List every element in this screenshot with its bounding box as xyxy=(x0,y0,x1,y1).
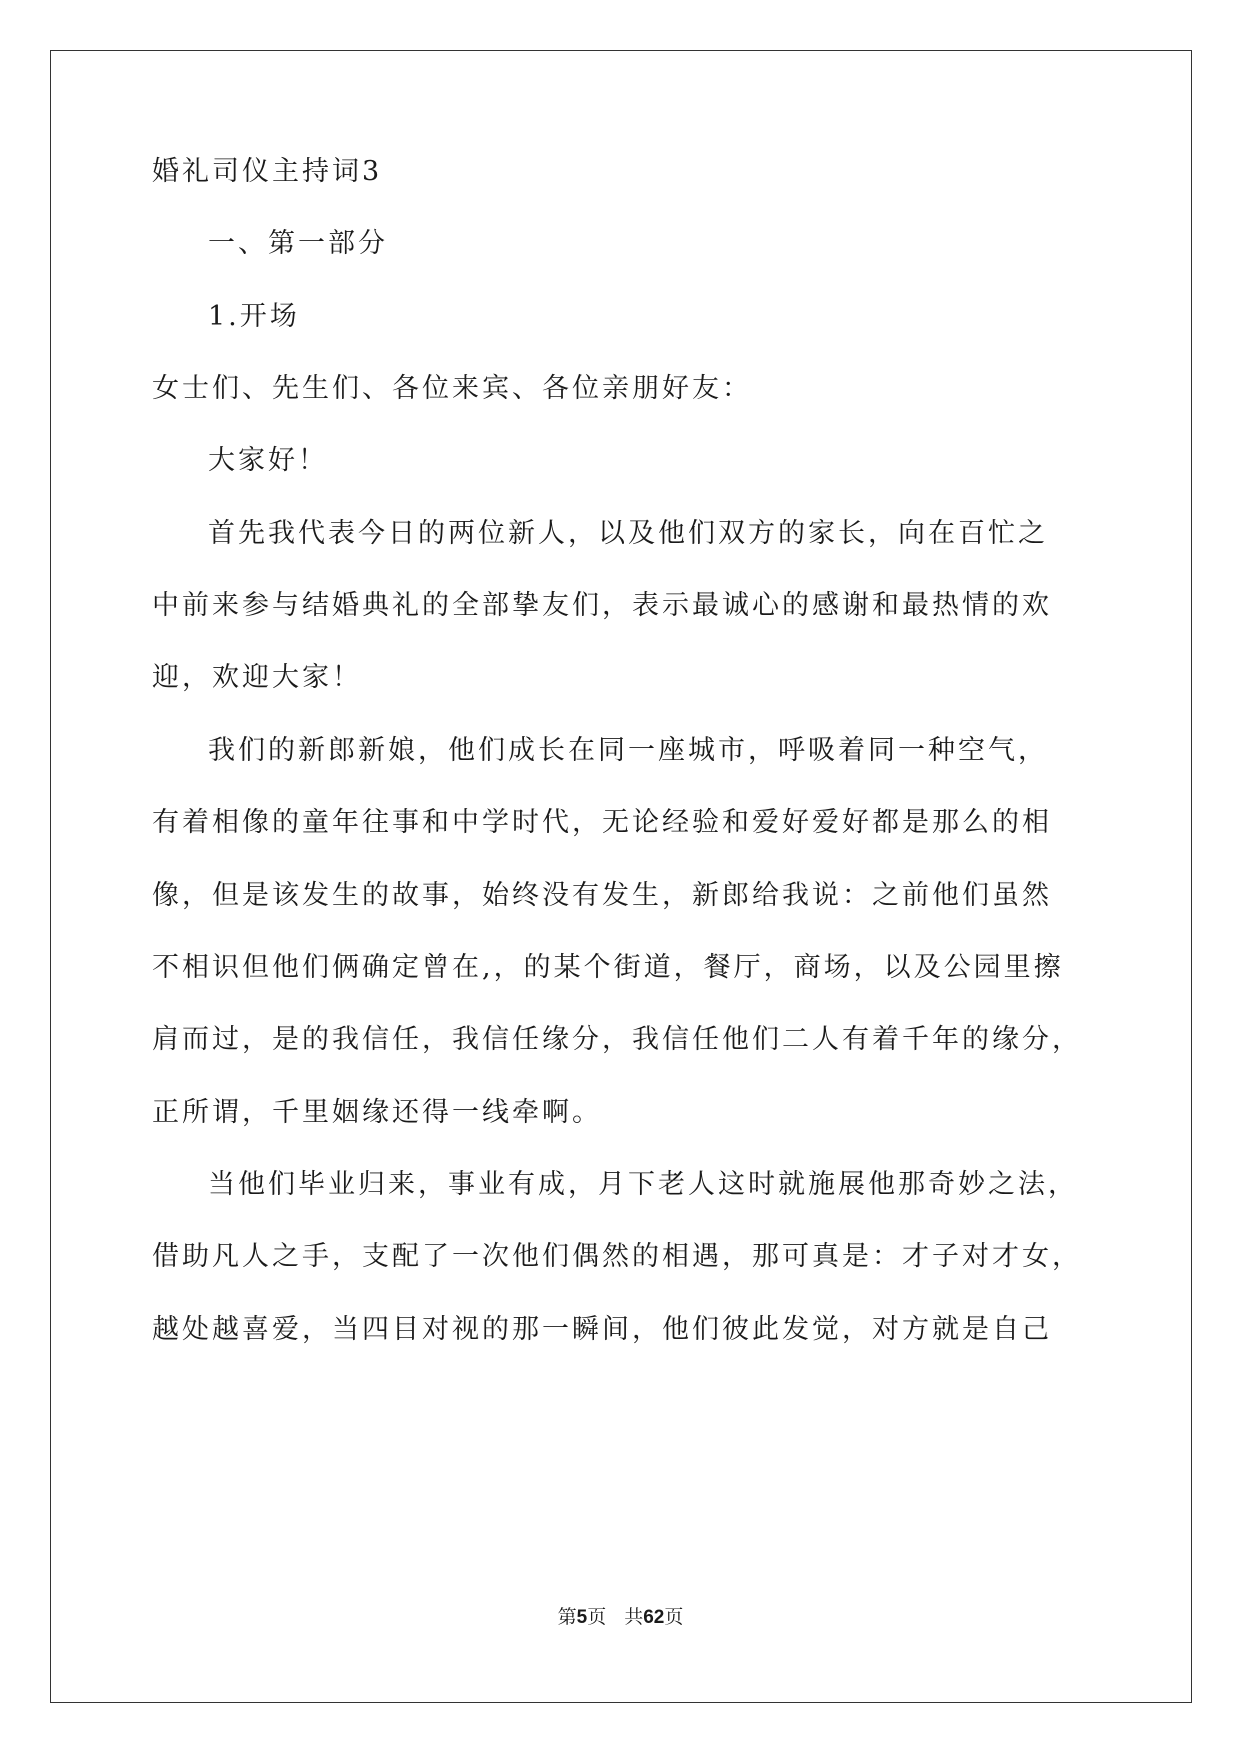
paragraph-line: 大家好！ xyxy=(208,445,328,476)
paragraph-line: 当他们毕业归来，事业有成，月下老人这时就施展他那奇妙之法， xyxy=(208,1169,1078,1200)
paragraph-line: 迎，欢迎大家！ xyxy=(152,662,362,693)
paragraph-line: 有着相像的童年往事和中学时代，无论经验和爱好爱好都是那么的相 xyxy=(152,807,1052,838)
paragraph-line: 正所谓，千里姻缘还得一线牵啊。 xyxy=(152,1097,602,1128)
footer-total-suffix: 页 xyxy=(664,1606,684,1628)
footer-page-suffix: 页 xyxy=(587,1606,607,1628)
paragraph-line: 一、第一部分 xyxy=(208,228,388,259)
paragraph-line: 女士们、先生们、各位来宾、各位亲朋好友： xyxy=(152,373,752,404)
total-page-number: 62 xyxy=(643,1607,665,1628)
paragraph-line: 借助凡人之手，支配了一次他们偶然的相遇，那可真是：才子对才女， xyxy=(152,1241,1082,1272)
paragraph-line: 中前来参与结婚典礼的全部挚友们，表示最诚心的感谢和最热情的欢 xyxy=(152,590,1052,621)
paragraph-line: 1.开场 xyxy=(208,301,300,332)
document-title: 婚礼司仪主持词3 xyxy=(152,156,383,187)
paragraph-line: 不相识但他们俩确定曾在,，的某个街道，餐厅，商场，以及公园里擦 xyxy=(152,952,1064,983)
footer-prefix: 第 xyxy=(557,1606,577,1628)
current-page-number: 5 xyxy=(576,1607,588,1628)
paragraph-line: 像，但是该发生的故事，始终没有发生，新郎给我说：之前他们虽然 xyxy=(152,880,1052,911)
footer-total-prefix: 共 xyxy=(624,1606,644,1628)
paragraph-line: 肩而过，是的我信任，我信任缘分，我信任他们二人有着千年的缘分， xyxy=(152,1024,1082,1055)
paragraph-line: 首先我代表今日的两位新人，以及他们双方的家长，向在百忙之 xyxy=(208,518,1048,549)
page-footer xyxy=(0,1605,1241,1630)
paragraph-line: 我们的新郎新娘，他们成长在同一座城市，呼吸着同一种空气， xyxy=(208,735,1048,766)
paragraph-line: 越处越喜爱，当四目对视的那一瞬间，他们彼此发觉，对方就是自己 xyxy=(152,1314,1052,1345)
